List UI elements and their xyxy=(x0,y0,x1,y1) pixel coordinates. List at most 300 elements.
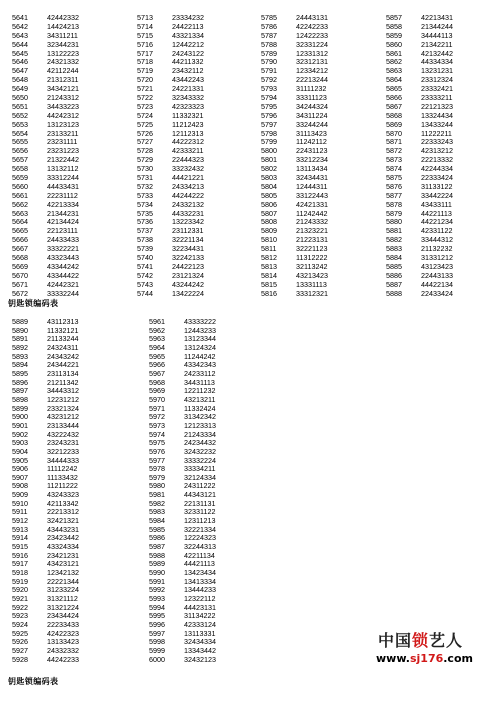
key-number: 5920 xyxy=(12,585,28,595)
cut-code: 23231223 xyxy=(47,146,79,156)
key-number: 5874 xyxy=(386,164,402,174)
key-number: 5866 xyxy=(386,93,402,103)
cut-code: 24332332 xyxy=(47,645,79,655)
key-number: 5972 xyxy=(149,412,165,422)
table-row xyxy=(149,656,216,665)
key-number: 5982 xyxy=(149,498,165,508)
key-number: 5725 xyxy=(137,119,153,129)
key-number: 5896 xyxy=(12,377,28,387)
cut-code: 21243312 xyxy=(47,93,79,103)
key-number: 5641 xyxy=(12,13,28,22)
cut-code: 13422224 xyxy=(172,288,204,298)
key-number: 5863 xyxy=(386,66,402,76)
cut-code: 24422113 xyxy=(172,21,204,31)
watermark-url: www.sj176.com xyxy=(376,652,473,665)
cut-code: 12311213 xyxy=(184,516,216,526)
cut-code: 11244242 xyxy=(184,351,216,361)
cut-code: 43333222 xyxy=(184,317,216,326)
cut-code: 22444323 xyxy=(172,155,204,165)
key-number: 5902 xyxy=(12,429,28,439)
key-number: 5807 xyxy=(261,208,277,218)
cut-code: 34443312 xyxy=(47,386,79,396)
cut-code: 11112242 xyxy=(47,464,78,474)
cut-code: 12322112 xyxy=(184,594,216,603)
cut-code: 12112313 xyxy=(172,128,204,138)
cut-code: 13122223 xyxy=(47,48,79,58)
cut-code: 21211342 xyxy=(47,377,79,387)
key-number: 5996 xyxy=(149,619,165,629)
key-number: 5858 xyxy=(386,21,402,31)
key-number: 5791 xyxy=(261,66,277,76)
cut-code: 44343121 xyxy=(184,490,216,500)
cut-code: 12331312 xyxy=(296,48,328,58)
cut-code: 11332424 xyxy=(184,403,216,413)
key-number: 5919 xyxy=(12,576,28,586)
key-number: 5894 xyxy=(12,360,28,370)
key-number: 5901 xyxy=(12,420,28,430)
key-number: 5648 xyxy=(12,75,28,85)
code-column xyxy=(137,14,204,299)
key-number: 6000 xyxy=(149,654,165,664)
cut-code: 32434431 xyxy=(296,173,328,183)
cut-code: 42422323 xyxy=(47,628,79,638)
cut-code: 13123344 xyxy=(184,334,216,344)
key-number: 5793 xyxy=(261,84,277,94)
cut-code: 42244334 xyxy=(421,164,453,174)
cut-code: 33442224 xyxy=(421,190,453,200)
key-number: 5880 xyxy=(386,217,402,227)
cut-code: 44242312 xyxy=(47,110,79,120)
key-number: 5969 xyxy=(149,386,165,396)
key-number: 5998 xyxy=(149,637,165,647)
cut-code: 43321334 xyxy=(172,30,204,40)
table-row xyxy=(261,290,328,299)
cut-code: 22213312 xyxy=(47,507,79,517)
key-number: 5668 xyxy=(12,253,28,263)
cut-code: 12123313 xyxy=(184,420,216,430)
code-column xyxy=(386,14,453,299)
key-number: 5723 xyxy=(137,101,153,111)
key-number: 5862 xyxy=(386,57,402,67)
cut-code: 33311123 xyxy=(296,93,327,103)
key-number: 5713 xyxy=(137,13,153,22)
cut-code: 42211134 xyxy=(184,550,215,560)
cut-code: 23321324 xyxy=(47,403,79,413)
cut-code: 44421113 xyxy=(184,559,215,569)
cut-code: 23243231 xyxy=(47,438,79,448)
key-number: 5965 xyxy=(149,351,165,361)
key-number: 5892 xyxy=(12,342,28,352)
cut-code: 32234431 xyxy=(172,244,204,254)
key-number: 5799 xyxy=(261,137,277,147)
key-number: 5924 xyxy=(12,619,28,629)
key-number: 5997 xyxy=(149,628,165,638)
key-number: 5868 xyxy=(386,110,402,120)
cut-code: 23434424 xyxy=(47,611,79,621)
cut-code: 42313212 xyxy=(421,146,453,156)
cut-code: 23332421 xyxy=(421,84,453,94)
cut-code: 23432112 xyxy=(172,66,204,76)
cut-code: 31321112 xyxy=(47,594,78,603)
cut-code: 42323323 xyxy=(172,101,204,111)
key-number: 5665 xyxy=(12,226,28,236)
cut-code: 44334334 xyxy=(421,57,453,67)
code-column xyxy=(12,14,79,299)
cut-code: 21322442 xyxy=(47,155,79,165)
key-number: 5642 xyxy=(12,21,28,31)
cut-code: 31321224 xyxy=(47,602,79,612)
cut-code: 12442212 xyxy=(172,39,204,49)
key-number: 5658 xyxy=(12,164,28,174)
key-number: 5662 xyxy=(12,199,28,209)
cut-code: 13231231 xyxy=(421,66,453,76)
key-number: 5864 xyxy=(386,75,402,85)
cut-code: 13413334 xyxy=(184,576,216,586)
cut-code: 43442243 xyxy=(172,75,204,85)
cut-code: 44433431 xyxy=(47,181,79,191)
key-number: 5720 xyxy=(137,75,153,85)
key-number: 5974 xyxy=(149,429,165,439)
key-number: 5873 xyxy=(386,155,402,165)
cut-code: 43222432 xyxy=(47,429,79,439)
key-number: 5801 xyxy=(261,155,277,165)
key-number: 5986 xyxy=(149,533,165,543)
cut-code: 12334212 xyxy=(296,66,328,76)
cut-code: 22221344 xyxy=(47,576,79,586)
section-label-top: 钥匙锁编码表 xyxy=(8,299,59,308)
cut-code: 23121324 xyxy=(172,270,204,280)
cut-code: 24234432 xyxy=(184,438,216,448)
key-number: 5967 xyxy=(149,368,165,378)
cut-code: 24324311 xyxy=(47,342,79,352)
code-column xyxy=(12,318,79,664)
cut-code: 33244244 xyxy=(296,119,328,129)
key-number: 5911 xyxy=(12,507,28,517)
key-number: 5653 xyxy=(12,119,28,129)
key-number: 5979 xyxy=(149,472,165,482)
cut-code: 23333211 xyxy=(421,93,453,103)
key-number: 5717 xyxy=(137,48,153,58)
cut-code: 34342121 xyxy=(47,84,79,94)
key-number: 5899 xyxy=(12,403,28,413)
key-number: 5871 xyxy=(386,137,402,147)
cut-code: 13423434 xyxy=(184,568,216,578)
key-number: 5917 xyxy=(12,559,28,569)
key-number: 5978 xyxy=(149,464,165,474)
cut-code: 31342342 xyxy=(184,412,216,422)
key-number: 5652 xyxy=(12,110,28,120)
cut-code: 22433424 xyxy=(421,288,453,298)
cut-code: 43423121 xyxy=(47,559,79,569)
cut-code: 11211222 xyxy=(47,481,78,491)
key-number: 5887 xyxy=(386,279,402,289)
key-number: 5875 xyxy=(386,173,402,183)
key-number: 5870 xyxy=(386,128,402,138)
key-number: 5809 xyxy=(261,226,277,236)
key-number: 5973 xyxy=(149,420,165,430)
cut-code: 12443233 xyxy=(184,325,216,335)
cut-code: 43443231 xyxy=(47,524,79,534)
key-number: 5897 xyxy=(12,386,28,396)
table-row xyxy=(137,290,204,299)
key-number: 5881 xyxy=(386,226,402,236)
table-row xyxy=(12,656,79,665)
key-number: 5667 xyxy=(12,244,28,254)
code-column xyxy=(149,318,216,664)
cut-code: 24233112 xyxy=(184,368,216,378)
cut-code: 42213431 xyxy=(421,13,453,22)
key-number: 5991 xyxy=(149,576,165,586)
cut-code: 43342343 xyxy=(184,360,216,370)
key-number: 5905 xyxy=(12,455,28,465)
cut-code: 11332321 xyxy=(172,110,204,120)
cut-code: 32331122 xyxy=(184,507,216,517)
cut-code: 44422134 xyxy=(421,279,453,289)
cut-code: 23421231 xyxy=(47,550,79,560)
key-number: 5810 xyxy=(261,235,277,245)
cut-code: 42331122 xyxy=(421,226,453,236)
cut-code: 42112244 xyxy=(47,66,79,76)
key-number: 5980 xyxy=(149,481,165,491)
cut-code: 13123123 xyxy=(47,119,79,129)
cut-code: 42442332 xyxy=(47,13,79,22)
key-number: 5885 xyxy=(386,261,402,271)
cut-code: 33232432 xyxy=(172,164,204,174)
cut-code: 32421321 xyxy=(47,516,79,526)
key-number: 5649 xyxy=(12,84,28,94)
key-number: 5808 xyxy=(261,217,277,227)
cut-code: 24243122 xyxy=(172,48,204,58)
key-number: 5859 xyxy=(386,30,402,40)
cut-code: 32432232 xyxy=(184,446,216,456)
key-number: 5656 xyxy=(12,146,28,156)
key-number: 5981 xyxy=(149,490,165,500)
section-label-bottom: 钥匙锁编码表 xyxy=(8,677,59,686)
cut-code: 44221234 xyxy=(421,217,453,227)
cut-code: 12231212 xyxy=(47,394,79,404)
key-number: 5719 xyxy=(137,66,153,76)
cut-code: 43244242 xyxy=(172,279,204,289)
cut-code: 24332132 xyxy=(172,199,204,209)
key-number: 5909 xyxy=(12,490,28,500)
key-number: 5927 xyxy=(12,645,28,655)
cut-code: 32124334 xyxy=(184,472,216,482)
key-number: 5906 xyxy=(12,464,28,474)
cut-code: 23133211 xyxy=(47,128,79,138)
cut-code: 34311211 xyxy=(47,30,78,40)
key-number: 5963 xyxy=(149,334,165,344)
cut-code: 23312324 xyxy=(421,75,453,85)
key-number: 5987 xyxy=(149,542,165,552)
key-number: 5964 xyxy=(149,342,165,352)
key-number: 5735 xyxy=(137,208,153,218)
cut-code: 44211332 xyxy=(172,57,204,67)
cut-code: 32221334 xyxy=(184,524,216,534)
key-number: 5644 xyxy=(12,39,28,49)
key-number: 5731 xyxy=(137,173,153,183)
cut-code: 34244324 xyxy=(296,101,328,111)
key-number: 5661 xyxy=(12,190,28,200)
cut-code: 44222312 xyxy=(172,137,204,147)
cut-code: 42333124 xyxy=(184,619,216,629)
key-number: 5888 xyxy=(386,288,402,298)
key-number: 5912 xyxy=(12,516,28,526)
cut-code: 11242442 xyxy=(296,208,328,218)
cut-code: 33212234 xyxy=(296,155,328,165)
cut-code: 12342132 xyxy=(47,568,79,578)
cut-code: 34311224 xyxy=(296,110,328,120)
key-number: 5714 xyxy=(137,21,153,31)
cut-code: 34431113 xyxy=(184,377,215,387)
cut-code: 31233224 xyxy=(47,585,79,595)
key-number: 5884 xyxy=(386,253,402,263)
cut-code: 44423131 xyxy=(184,602,216,612)
key-number: 5647 xyxy=(12,66,28,76)
cut-code: 21344244 xyxy=(421,21,453,31)
key-number: 5796 xyxy=(261,110,277,120)
cut-code: 22123111 xyxy=(47,226,78,236)
key-number: 5660 xyxy=(12,181,28,191)
cut-code: 32331224 xyxy=(296,39,328,49)
key-number: 5857 xyxy=(386,13,402,22)
cut-code: 32242133 xyxy=(172,253,204,263)
cut-code: 23112331 xyxy=(172,226,204,236)
cut-code: 24311222 xyxy=(184,481,216,491)
cut-code: 33334211 xyxy=(184,464,216,474)
cut-code: 11222211 xyxy=(421,128,452,138)
key-number: 5879 xyxy=(386,208,402,218)
cut-code: 42242233 xyxy=(296,21,328,31)
cut-code: 13433244 xyxy=(421,119,453,129)
cut-code: 23334232 xyxy=(172,13,204,22)
cut-code: 33312321 xyxy=(296,288,328,298)
cut-code: 42421331 xyxy=(296,199,328,209)
key-number: 5806 xyxy=(261,199,277,209)
cut-code: 14424213 xyxy=(47,21,79,31)
key-number: 5721 xyxy=(137,84,153,94)
cut-code: 22213244 xyxy=(296,75,328,85)
cut-code: 24334213 xyxy=(172,181,204,191)
key-number: 5664 xyxy=(12,217,28,227)
key-number: 5999 xyxy=(149,645,165,655)
key-number: 5716 xyxy=(137,39,153,49)
key-number: 5872 xyxy=(386,146,402,156)
cut-code: 44221113 xyxy=(421,208,452,218)
cut-code: 13324434 xyxy=(421,110,453,120)
cut-code: 43344242 xyxy=(47,261,79,271)
key-number: 5789 xyxy=(261,48,277,58)
key-number: 5992 xyxy=(149,585,165,595)
key-number: 5816 xyxy=(261,288,277,298)
key-number: 5743 xyxy=(137,279,153,289)
cut-code: 32343332 xyxy=(172,93,204,103)
key-number: 5787 xyxy=(261,30,277,40)
key-number: 5876 xyxy=(386,181,402,191)
cut-code: 42113342 xyxy=(47,498,79,508)
key-number: 5663 xyxy=(12,208,28,218)
cut-code: 43433111 xyxy=(421,199,452,209)
cut-code: 21133244 xyxy=(47,334,79,344)
key-number: 5860 xyxy=(386,39,402,49)
cut-code: 34444333 xyxy=(47,455,79,465)
cut-code: 42213334 xyxy=(47,199,79,209)
cut-code: 43112313 xyxy=(47,317,79,326)
key-number: 5812 xyxy=(261,253,277,263)
key-number: 5921 xyxy=(12,594,28,603)
cut-code: 42134424 xyxy=(47,217,79,227)
key-number: 5889 xyxy=(12,317,28,326)
cut-code: 21342211 xyxy=(421,39,453,49)
cut-code: 32432123 xyxy=(184,654,216,664)
key-number: 5669 xyxy=(12,261,28,271)
key-number: 5903 xyxy=(12,438,28,448)
key-number: 5727 xyxy=(137,137,153,147)
watermark-logo: 中国锁艺人 xyxy=(378,631,464,650)
key-number: 5895 xyxy=(12,368,28,378)
cut-code: 24221331 xyxy=(172,84,204,94)
cut-code: 13343442 xyxy=(184,645,216,655)
key-number: 5913 xyxy=(12,524,28,534)
cut-code: 34444113 xyxy=(421,30,453,40)
key-number: 5983 xyxy=(149,507,165,517)
key-number: 5977 xyxy=(149,455,165,465)
key-number: 5741 xyxy=(137,261,153,271)
cut-code: 31113423 xyxy=(296,128,327,138)
key-number: 5734 xyxy=(137,199,153,209)
cut-code: 11242112 xyxy=(296,137,327,147)
cut-code: 32344231 xyxy=(47,39,79,49)
key-number: 5994 xyxy=(149,602,165,612)
key-number: 5915 xyxy=(12,542,28,552)
key-number: 5739 xyxy=(137,244,153,254)
cut-code: 21312311 xyxy=(47,75,79,85)
cut-code: 31111232 xyxy=(296,84,327,94)
key-number: 5995 xyxy=(149,611,165,621)
key-number: 5650 xyxy=(12,93,28,103)
cut-code: 43324334 xyxy=(47,542,79,552)
key-number: 5891 xyxy=(12,334,28,344)
cut-code: 33444312 xyxy=(421,235,453,245)
cut-code: 21132232 xyxy=(421,244,453,254)
cut-code: 24321332 xyxy=(47,57,79,67)
cut-code: 43323443 xyxy=(47,253,79,263)
cut-code: 12444311 xyxy=(296,181,328,191)
key-number: 5651 xyxy=(12,101,28,111)
key-number: 5718 xyxy=(137,57,153,67)
cut-code: 43213211 xyxy=(184,394,216,404)
cut-code: 31134222 xyxy=(184,611,216,621)
key-number: 5968 xyxy=(149,377,165,387)
key-number: 5659 xyxy=(12,173,28,183)
key-number: 5805 xyxy=(261,190,277,200)
key-number: 5804 xyxy=(261,181,277,191)
cut-code: 23113134 xyxy=(47,368,79,378)
cut-code: 22333424 xyxy=(421,173,453,183)
cut-code: 44421221 xyxy=(172,173,204,183)
key-number: 5925 xyxy=(12,628,28,638)
cut-code: 11133432 xyxy=(47,472,78,482)
cut-code: 11332121 xyxy=(47,325,79,335)
key-number: 5990 xyxy=(149,568,165,578)
key-number: 5802 xyxy=(261,164,277,174)
cut-code: 22431123 xyxy=(296,146,328,156)
cut-code: 43123423 xyxy=(421,261,453,271)
cut-code: 22443133 xyxy=(421,270,453,280)
cut-code: 21243334 xyxy=(184,429,216,439)
cut-code: 32212233 xyxy=(47,446,79,456)
key-number: 5984 xyxy=(149,516,165,526)
key-number: 5646 xyxy=(12,57,28,67)
